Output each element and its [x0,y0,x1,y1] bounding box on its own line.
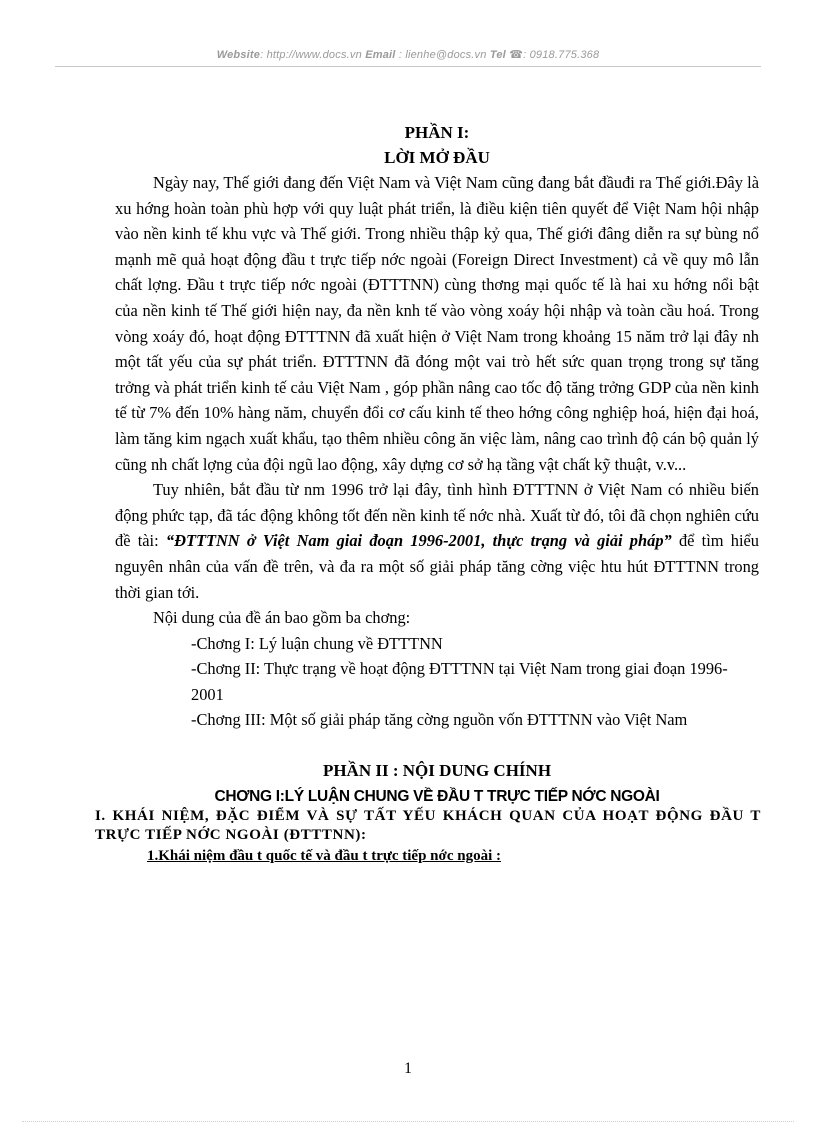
email-value: : lienhe@docs.vn [398,49,487,61]
page-header [55,48,761,61]
intro-paragraph: Ngày nay, Thế giới đang đến Việt Nam và Việt Nam cũng đang bắt đầuđi ra Thế giới.Đây là xu hớng hoàn toàn phù hợp với quy luật phát triển, là điều kiện tiên quyết để Việt Nam hội nhập vào nền kinh tế khu vực và Thế giới. Trong nhiều thập kỷ qua, Thế giới đâng diễn ra sự bùng nổ mạnh mẽ quả hoạt động đầu t trực tiếp nớc ngoài (Foreign Direct Investment) cả về quy mô lẫn chất lợng. Đầu t trực tiếp nớc ngoài (ĐTTTNN) cùng thơng mại quốc tế là hai xu hớng nổi bật của nền kinh tế Thế giới hiện nay, đa nền knh tế vào vòng xoáy hội nhập và toàn cầu hoá. Trong vòng xoáy đó, hoạt động ĐTTTNN đã xuất hiện ở Việt Nam trong khoảng 15 năm trở lại đây nh một tất yếu của sự phát triển. ĐTTTNN đã đóng một vai trò hết sức quan trọng trong sự tăng trởng và phát triển kinh tế cảu Việt Nam , góp phần nâng cao tốc độ tăng trởng GDP của nền kinh tế từ 7% đến 10% hàng năm, chuyển đổi cơ cấu kinh tế theo hớng công nghiệp hoá, hiện đại hoá, làm tăng kim ngạch xuất khẩu, tạo thêm nhiều công ăn việc làm, nâng cao trình độ cán bộ quản lý cũng nh chất lợng của đội ngũ lao động, xây dựng cơ sở hạ tầng vật chất kỹ thuật, v.v... [115,173,759,474]
document-body [95,120,761,867]
chapter-heading: CHƠNG I:LÝ LUẬN CHUNG VỀ ĐẦU T TRỰC TIẾP NỚC NGOÀI [214,788,660,806]
part2-title: PHẦN II : NỘI DUNG CHÍNH [322,761,552,781]
chapter-list-item: -Chơng III: Một số giải pháp tăng cờng nguồn vốn ĐTTTNN vào Việt Nam [191,710,688,730]
topic-paragraph [115,477,759,605]
topic-title: “ĐTTTNN ở Việt Nam giai đoạn 1996-2001, thực trạng và giải pháp” [165,531,672,551]
sub-heading: 1.Khái niệm đầu t quốc tế và đầu t trực tiếp nớc ngoài : [147,848,501,865]
chapter-list-item: -Chơng I: Lý luận chung về ĐTTTNN [191,633,443,653]
website-value: : http://www.docs.vn [260,49,362,61]
chapter-list-item: -Chơng II: Thực trạng về hoạt động ĐTTTNN tại Việt Nam trong giai đoạn 1996-2001 [191,659,728,704]
contents-intro: Nội dung của đề án bao gồm ba chơng: [153,608,411,628]
section-heading: I. KHÁI NIỆM, ĐẶC ĐIỂM VÀ SỰ TẤT YẾU KHÁCH QUAN CỦA HOẠT ĐỘNG ĐẦU T TRỰC TIẾP NỚC NGOÀI (ĐTTTNN): [95,808,761,844]
website-label: Website [216,49,261,61]
tel-label: Tel [489,49,506,61]
email-label: Email [365,49,396,61]
header-divider [55,66,761,67]
footer-divider [22,1121,794,1122]
topic-paragraph-end: để tìm hiểu nguyên nhân của vấn đề trên, và đa ra một số giải pháp tăng cờng việc htu hút ĐTTTNN trong thời gian tới. [115,531,759,602]
page-number: 1 [404,1060,412,1077]
topic-paragraph-start: Tuy nhiên, bắt đầu từ nm 1996 trở lại đây, tình hình ĐTTTNN ở Việt Nam có nhiều biến động phức tạp, đã tác động không tốt đến nền kinh tế nớc nhà. Xuất từ đó, tôi đã chọn nghiên cứu đề tài: [115,480,759,551]
phone-icon: ☎ [509,49,524,61]
part1-subtitle: LỜI MỞ ĐẦU [384,148,490,167]
part1-title: PHẦN I: [404,123,470,142]
tel-value: : 0918.775.368 [523,49,600,61]
